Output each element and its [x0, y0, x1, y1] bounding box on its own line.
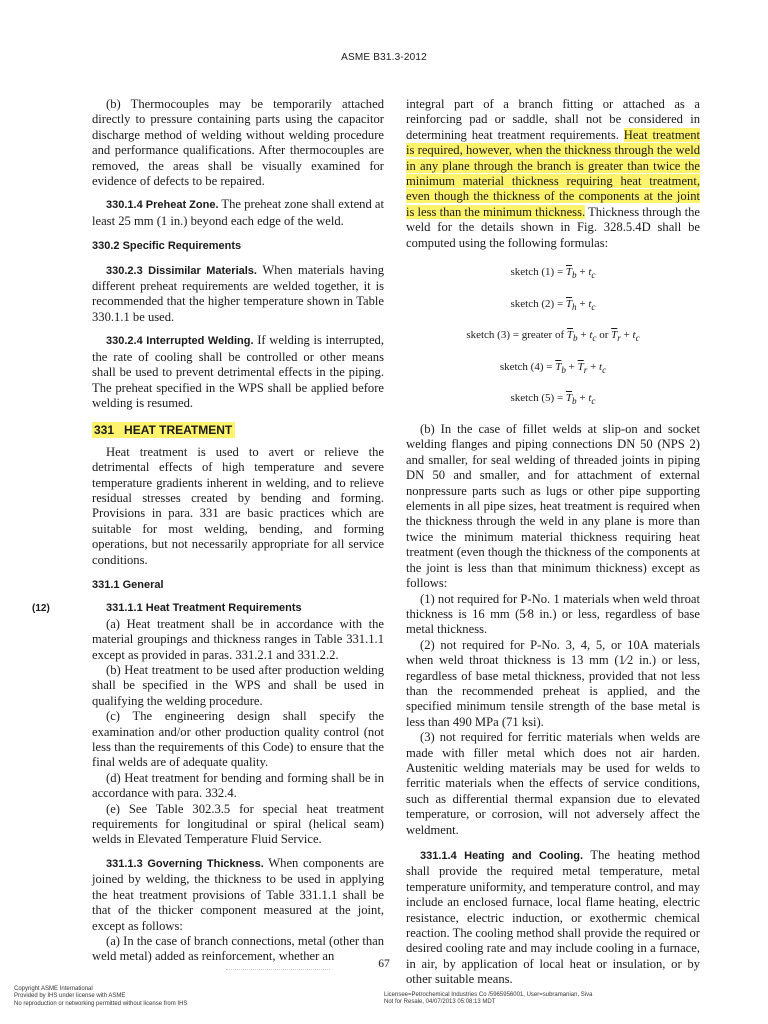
para-branch-continuation	[406, 97, 700, 251]
footer-right-line: Not for Resale, 04/07/2013 05:08:13 MDT	[384, 999, 496, 1006]
heating-heading: 331.1.4 Heating and Cooling.	[420, 850, 584, 862]
para-fillet-welds: (b) In the case of fillet welds at slip-on and socket welding flanges and piping connections DN 50 (NPS 2) and smaller, for seal welding of threaded joints in piping DN 50 and smaller, and for attachment of external nonpressure parts such as lugs or other pipe supporting elements in all pipe sizes, heat treatment is required when the thickness through the weld in any plane is more than twice the minimum material thickness requiring heat treatment (even though the thickness of the components at the joint is less than that minimum thickness) except as follows:	[406, 422, 700, 591]
running-header: ASME B31.3-2012	[341, 52, 427, 63]
interrupted-text: If welding is interrupted, the rate of cooling shall be controlled or other means shall be used to prevent detrimental effects in the piping. The preheat specified in the WPS shall be applied before welding is resumed.	[92, 333, 384, 410]
para-interrupted-welding	[92, 333, 384, 411]
formula-5-op: +	[579, 392, 586, 405]
para-preheat-zone	[92, 197, 384, 229]
heading-331-1: 331.1 General	[92, 578, 164, 591]
para-heat-treatment-intro: Heat treatment is used to avert or relieve the detrimental effects of high temperature and severe temperature gradients inherent in welding, and to relieve residual stresses created by bending and forming. Provisions in para. 331 are basic practices which are suitable for most welding, bending, and forming operations, but not necessarily appropriate for all service conditions.	[92, 444, 384, 567]
left-column	[32, 97, 385, 965]
heading-331-title: HEAT TREATMENT	[124, 423, 233, 438]
formula-3-term-a: $\overline{T}$	[566, 329, 574, 342]
formula-1-sub-a: b	[572, 270, 577, 281]
formula-sketch-4: sketch $(4) = \overline{T}_b + \overline{T}_r + t_c$	[499, 360, 607, 376]
dissimilar-text: When materials having different preheat requirements are welded together, it is recommended that the higher temperature shown in Table 330.1.1 be used.	[92, 262, 384, 324]
formula-2-sub-a: h	[572, 301, 577, 312]
para-thermocouples: (b) Thermocouples may be temporarily attached directly to pressure containing parts using the capacitor discharge method of welding without welding procedure and performance qualifications. After thermocouples are removed, the areas shall be visually examined for evidence of defects to be repaired.	[92, 97, 384, 189]
footer-left-line: Provided by IHS under license with ASME	[14, 993, 126, 1000]
item-1-fraction: 5⁄8	[519, 606, 534, 621]
formula-5-term-b: t	[588, 392, 592, 405]
req-d: (d) Heat treatment for bending and forming shall be in accordance with para. 332.4.	[92, 770, 384, 801]
formula-2-term-a: $\overline{T}$	[565, 297, 573, 310]
formula-1-term-a: $\overline{T}$	[565, 266, 573, 279]
formula-1-term-b: t	[588, 266, 592, 279]
interrupted-heading: 330.2.4 Interrupted Welding.	[106, 335, 254, 348]
formula-5-lhs: sketch (5) =	[510, 392, 564, 405]
heading-331-1-1-row	[32, 601, 384, 616]
preheat-zone-heading: 330.1.4 Preheat Zone.	[106, 199, 219, 212]
scan-artifact	[226, 969, 330, 973]
formula-3-sub-b: c	[592, 333, 597, 344]
formula-1-lhs: sketch (1) =	[510, 266, 564, 279]
formula-3-alt-b: t	[632, 329, 636, 342]
formula-3-alt-sub-b: c	[635, 333, 640, 344]
governing-heading: 331.1.3 Governing Thickness.	[106, 857, 264, 870]
heading-330-2: 330.2 Specific Requirements	[92, 240, 242, 253]
formula-sketch-1	[406, 265, 700, 284]
formula-3-term-b: t	[589, 329, 593, 342]
req-e: (e) See Table 302.3.5 for special heat treatment requirements for longitudinal or spiral (helical seam) welds in Elevated Temperature Fluid Service.	[92, 801, 384, 847]
heading-331-number: 331	[94, 423, 115, 438]
heading-331	[92, 423, 384, 438]
formula-3-sub-a: b	[573, 333, 578, 344]
req-b: (b) Heat treatment to be used after production welding shall be specified in the WPS and shall be used in qualifying the welding procedure.	[92, 663, 384, 708]
right-column	[406, 97, 700, 988]
formula-4-tail: t	[599, 360, 603, 373]
item-1-post: in.) or less, regardless of base metal thickness.	[406, 606, 700, 637]
preheat-zone-text: The preheat zone shall extend at least 25 mm (1 in.) beyond each edge of the weld.	[92, 197, 385, 228]
formula-1-sub-b: c	[591, 270, 596, 281]
branch-text-tail: Thickness through the weld for the details shown in Fig. 328.5.4D shall be computed using the following formulas:	[406, 204, 700, 250]
governing-a: (a) In the case of branch connections, metal (other than weld metal) added as reinforcement, whether an	[92, 933, 384, 964]
req-a: (a) Heat treatment shall be in accordance with the material groupings and thickness ranges in Table 331.1.1 except as provided in paras. 331.2.1 and 331.2.2.	[92, 616, 384, 662]
formula-5-sub-b: c	[591, 396, 596, 407]
formula-3-alt-a: $\overline{T}$	[611, 329, 618, 342]
item-3: (3) not required for ferritic materials when welds are made with filler metal which does not air harden. Austenitic welding materials may be used for welds to ferritic materials when the effects of service conditions, such as differential thermal expansion due to elevated temperature, or corrosion, will not adversely affect the weldment.	[406, 730, 700, 837]
formula-3-or: or	[599, 329, 609, 342]
formula-2-lhs: sketch (2) =	[510, 297, 564, 310]
page-number: 67	[378, 958, 390, 970]
footer-left-line: No reproduction or networking permitted without license from IHS	[14, 1000, 188, 1007]
footer-right-line: Licensee=Petrochemical Industries Co /5965956001, User=subramanian, Siva	[384, 992, 593, 998]
item-1	[406, 592, 700, 638]
formula-3-lhs: sketch (3) = greater of	[466, 329, 565, 342]
formula-4-op: +	[568, 360, 575, 373]
formula-4-sub-a: b	[561, 365, 566, 376]
heading-331-1-1: 331.1.1 Heat Treatment Requirements	[106, 602, 302, 615]
formula-sketch-2	[406, 297, 700, 316]
formula-2-sub-b: c	[591, 301, 596, 312]
formula-4-lhs: sketch (4) =	[499, 360, 553, 373]
formula-sketch-5	[406, 391, 700, 410]
formula-4-sub-b: r	[583, 365, 588, 376]
item-2	[406, 638, 700, 730]
formula-5-term-a: $\overline{T}$	[565, 392, 573, 405]
revision-marker: (12)	[32, 603, 50, 615]
formula-3-op: +	[580, 329, 587, 342]
item-1-pre: (1) not required for P-No. 1 materials when weld throat thickness is 16 mm (	[406, 591, 700, 621]
item-2-post: in.) or less, regardless of base metal thickness, provided that not less than the recommended preheat is applied, and the specified minimum tensile strength of the base metal is less than 490 MPa (71 ksi).	[406, 653, 700, 729]
governing-text: When components are joined by welding, the thickness to be used in applying the heat treatment provisions of Table 331.1.1 shall be that of the thicker component measured at the joint, except as follows:	[92, 855, 384, 933]
item-2-pre: (2) not required for P-No. 3, 4, 5, or 10A materials when weld throat thickness is 13 mm (	[406, 637, 700, 668]
formula-3-alt-sub-a: r	[617, 333, 621, 344]
branch-text-plain: integral part of a branch fitting or attached as a reinforcing pad or saddle, shall not be considered in determining heat treatment requirements.	[406, 97, 700, 142]
item-2-fraction: 1⁄2	[618, 653, 634, 668]
req-c: (c) The engineering design shall specify the examination and/or other production quality control (not less than the requirements of this Code) to ensure that the final welds are of adequate quality.	[92, 709, 384, 770]
formula-5-sub-a: b	[572, 396, 577, 407]
formula-4-term-b: $\overline{T}$	[577, 360, 584, 373]
formula-4-tail-sub: c	[602, 365, 607, 376]
heading-331-highlight	[92, 422, 235, 438]
formula-sketch-3: sketch (3) = greater of $\overline{T}_b + t_c$ or $\overline{T}_r + t_c$	[466, 329, 640, 344]
para-dissimilar-materials	[92, 263, 384, 326]
formula-2-op: +	[579, 297, 586, 310]
formula-2-term-b: t	[588, 297, 592, 310]
formula-4-term-a: $\overline{T}$	[555, 360, 562, 373]
dissimilar-heading: 330.2.3 Dissimilar Materials.	[106, 264, 257, 277]
heating-text: The heating method shall provide the required metal temperature, metal temperature uniformity, and temperature control, and may include an enclosed furnace, local flame heating, electric resistance, electric induction, or exothermic chemical reaction. The cooling method shall provide the required or desired cooling rate and may include cooling in a furnace, in air, by application of local heat or insulation, or by other suitable means.	[406, 848, 700, 987]
footer-right	[384, 992, 592, 1007]
footer-left	[14, 986, 187, 1008]
formula-1-op: +	[579, 266, 586, 279]
para-governing-thickness	[92, 856, 384, 934]
footer-left-line: Copyright ASME International	[14, 986, 93, 992]
branch-text-highlight: Heat treatment is required, however, when the thickness through the weld in any plane through the branch is greater than twice the minimum material thickness requiring heat treatment, even though the thickness of the components at the joint is less than the minimum thickness.	[406, 127, 700, 219]
